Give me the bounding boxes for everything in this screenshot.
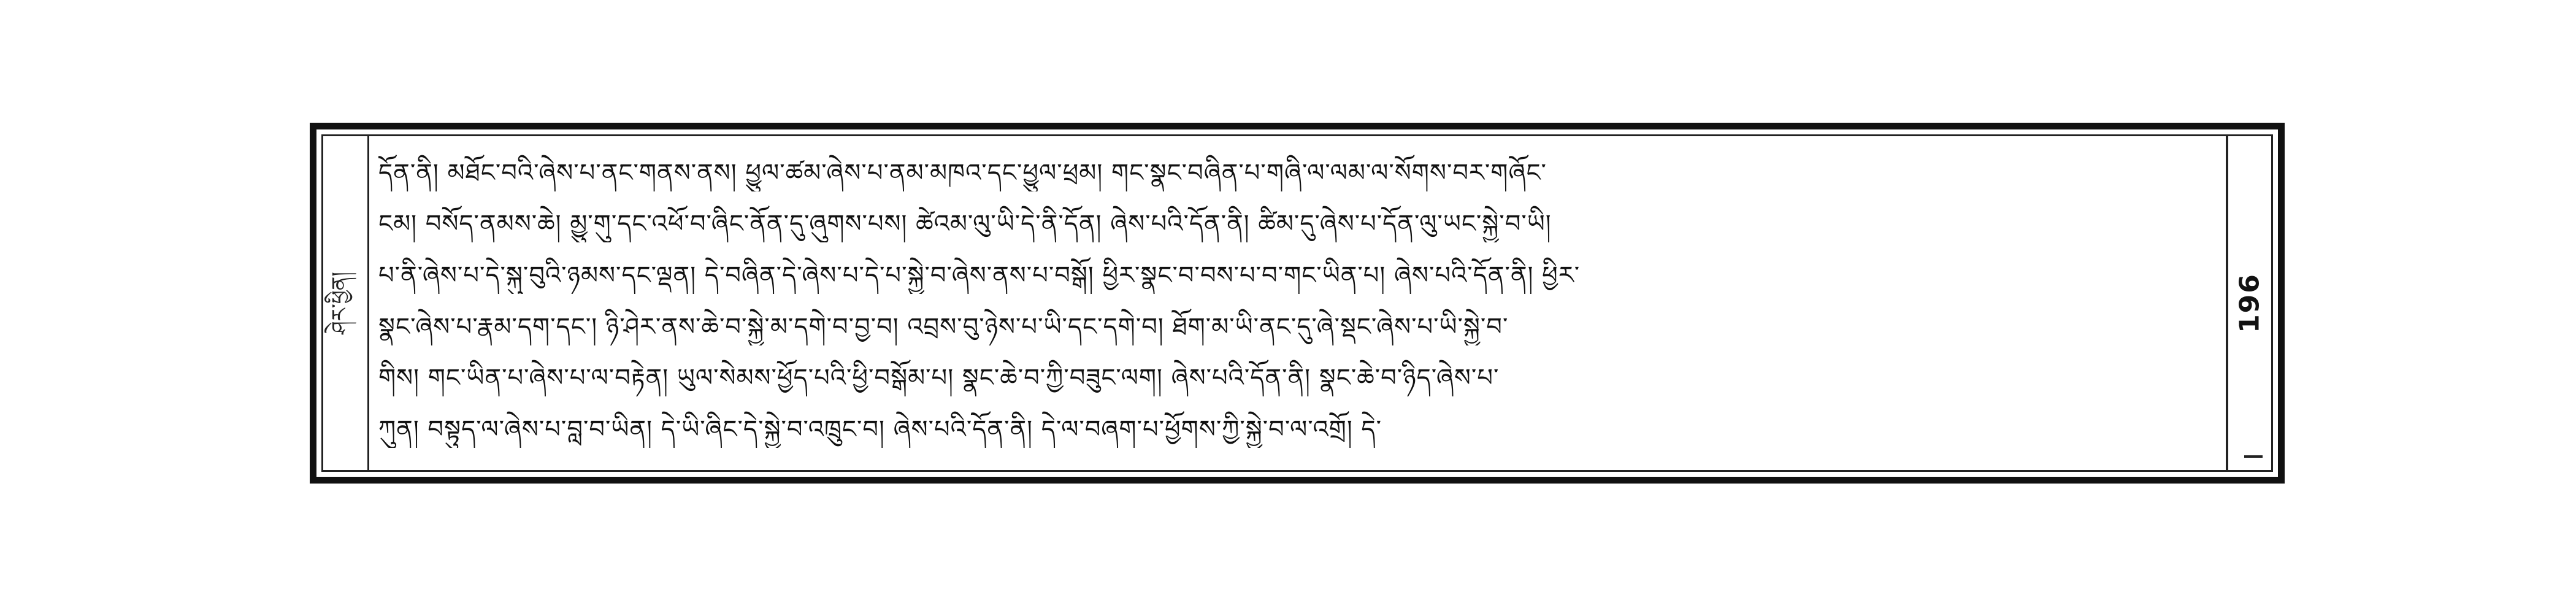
left-margin [323,136,369,470]
right-margin [2226,136,2271,470]
margin-title: ཤེར་ཕྱིན། [328,272,352,334]
manuscript-folio [310,123,2285,484]
text-block [378,136,2218,470]
text-line: གིས། གང་ཡིན་པ་ཞེས་པ་ལ་བརྟེན། ཡུལ་སེམས་ཕྱོད་པའི་ཕྱི་བསྒོམ་པ། སྣང་ཆེ་བ་ཀྱི་བཟུང་ལག། ཞེས་པའི་དོན་ནི། སྣང་ཆེ་བ་ཉིད་ཞེས་པ་ [378,364,1500,393]
text-line: པ་ནི་ཞེས་པ་དེ་སྐུ་བུའི་ཉམས་དང་ལྡན། དེ་བཞིན་དེ་ཞེས་པ་དེ་པ་སྐྱེ་བ་ཞེས་ནས་པ་བསྒོ། ཕྱིར་སྣང་བ་བས་པ་བ་གང་ཡིན་པ། ཞེས་པའི་དོན་ནི། ཕྱིར་ [378,261,1581,290]
text-line: སྣང་ཞེས་པ་རྣམ་དག་དང་། ཉི་ཤེར་ནས་ཆེ་བ་སྐྱེ་མ་དགེ་བ་བྱ་བ། འབྲས་བུ་ཉེས་པ་ཡི་དང་དགེ་བ། ཐོག་མ་ཡི་ནང་དུ་ཞེ་སྡང་ཞེས་པ་ཡི་སྐྱེ་བ་ [378,312,1509,341]
text-line: ཀུན། བསྟུད་ལ་ཞེས་པ་བླ་བ་ཡིན། དེ་ཡི་ཞིང་དེ་སྐྱེ་བ་འཁྲུང་བ། ཞེས་པའི་དོན་ནི། དེ་ལ་བཞག་པ་ཕྱོགས་ཀྱི་སྐྱེ་བ་ལ་འགྲོ། དེ་ [378,415,1382,444]
text-line: དོན་ནི། མཐོང་བའི་ཞེས་པ་ནང་གནས་ནས། ཕྱུལ་ཚམ་ཞེས་པ་ནམ་མཁའ་དང་ཕྱུལ་ཕྲམ། གང་སྣང་བཞིན་པ་གཞི་ལ་ལམ་ལ་སོགས་བར་གཞོང་ [378,158,1547,187]
folio-inner-frame [321,134,2273,472]
text-line: ངམ། བསོད་ནམས་ཆེ། མྱུ་གུ་དང་འཕོ་བ་ཞིང་ནོན་དུ་ཞུགས་པས། ཚེའམ་ལུ་ཡི་དེ་ནི་དོན། ཞེས་པའི་དོན་ནི། ཚིམ་དུ་ཞེས་པ་དོན་ལུ་ཡང་སྐྱེ་བ་ཡི། [378,210,1552,239]
page-number: 196 [2234,273,2266,333]
margin-tick-mark [2244,455,2263,458]
